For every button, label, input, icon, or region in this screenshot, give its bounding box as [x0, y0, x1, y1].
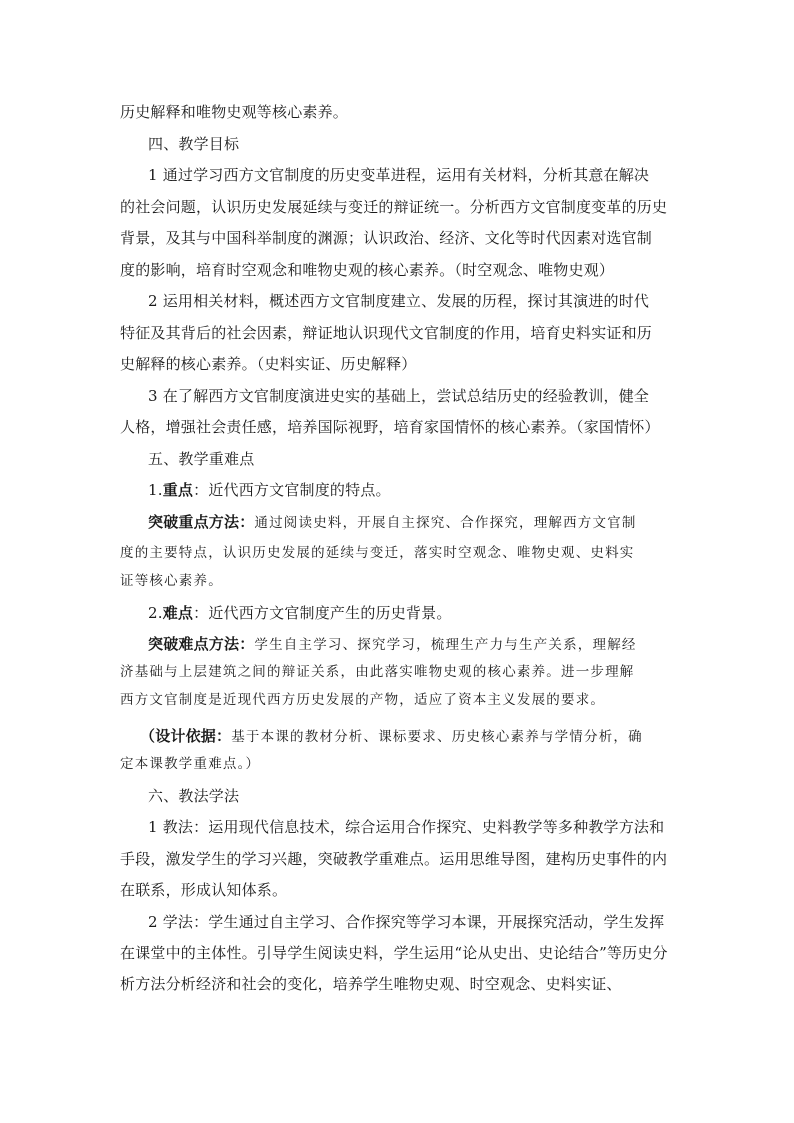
- key-point-text: ：近代西方文官制度的特点。: [193, 481, 391, 499]
- text-line: 3 在了解西方文官制度演进史实的基础上，尝试总结历史的经验教训，健全: [148, 387, 650, 405]
- item-number: 1.: [148, 481, 163, 499]
- section-heading: 四、教学目标: [148, 135, 240, 153]
- text-line: 析方法分析经济和社会的变化，培养学生唯物史观、时空观念、史料实证、: [120, 975, 622, 993]
- text-line: 1 通过学习西方文官制度的历史变革进程，运用有关材料，分析其意在解决: [148, 166, 650, 184]
- design-basis-label: （设计依据：: [140, 727, 232, 745]
- text-line: 背景，及其与中国科举制度的渊源；认识政治、经济、文化等时代因素对选官制: [120, 229, 653, 247]
- method-label: 突破重点方法：: [148, 513, 255, 531]
- difficult-point-text: ：近代西方文官制度产生的历史背景。: [193, 604, 452, 622]
- text-line: 人格，增强社会责任感，培养国际视野，培育家国情怀的核心素养。（家国情怀）: [120, 418, 660, 436]
- design-basis-text: 基于本课的教材分析、课标要求、历史核心素养与学情分析，确: [231, 729, 643, 745]
- item-number: 2.: [148, 604, 163, 622]
- section-heading: 六、教法学法: [148, 787, 240, 805]
- text-line: 在课堂中的主体性。引导学生阅读史料，学生运用“论从史出、史论结合”等历史分: [120, 944, 668, 962]
- text-line: 特征及其背后的社会因素，辩证地认识现代文官制度的作用，培育史料实证和历: [120, 324, 653, 342]
- design-basis-line: [140, 726, 720, 747]
- difficult-point-label: 难点: [162, 604, 194, 622]
- text-line: 1 教法：运用现代信息技术，综合运用合作探究、史料教学等多种教学方法和: [148, 818, 665, 836]
- text-line: 2 运用相关材料，概述西方文官制度建立、发展的历程，探讨其演进的时代: [148, 292, 650, 310]
- text-line: 西方文官制度是近现代西方历史发展的产物，适应了资本主义发展的要求。: [120, 692, 606, 708]
- text-line: 在联系，形成认知体系。: [120, 881, 288, 899]
- method-line: [148, 634, 700, 655]
- text-line: 2 学法：学生通过自主学习、合作探究等学习本课，开展探究活动，学生发挥: [148, 913, 665, 931]
- method-text: 学生自主学习、探究学习，梳理生产力与生产关系，理解经: [254, 637, 637, 653]
- method-text: 通过阅读史料，开展自主探究、合作探究，理解西方文官制: [254, 515, 637, 531]
- key-point-line: [148, 480, 700, 500]
- section-heading: 五、教学重难点: [148, 450, 255, 468]
- method-line: [148, 512, 700, 533]
- difficult-point-line: [148, 603, 700, 623]
- text-line: 手段，激发学生的学习兴趣，突破教学重难点。运用思维导图，建构历史事件的内: [120, 850, 668, 868]
- method-label: 突破难点方法：: [148, 635, 255, 653]
- text-line: 史解释的核心素养。（史料实证、历史解释）: [120, 355, 417, 373]
- text-line: 定本课教学重难点。）: [120, 756, 261, 772]
- key-point-label: 重点: [162, 481, 194, 499]
- text-line: 度的主要特点，认识历史发展的延续与变迁，落实时空观念、唯物史观、史料实: [120, 545, 635, 561]
- text-line: 度的影响，培育时空观念和唯物史观的核心素养。（时空观念、唯物史观）: [120, 261, 615, 279]
- text-line: 济基础与上层建筑之间的辩证关系，由此落实唯物史观的核心素养。进一步理解: [120, 664, 635, 680]
- text-line: 证等核心素养。: [120, 573, 223, 589]
- text-line: 历史解释和唯物史观等核心素养。: [120, 103, 349, 121]
- text-line: 的社会问题，认识历史发展延续与变迁的辩证统一。分析西方文官制度变革的历史: [120, 198, 668, 216]
